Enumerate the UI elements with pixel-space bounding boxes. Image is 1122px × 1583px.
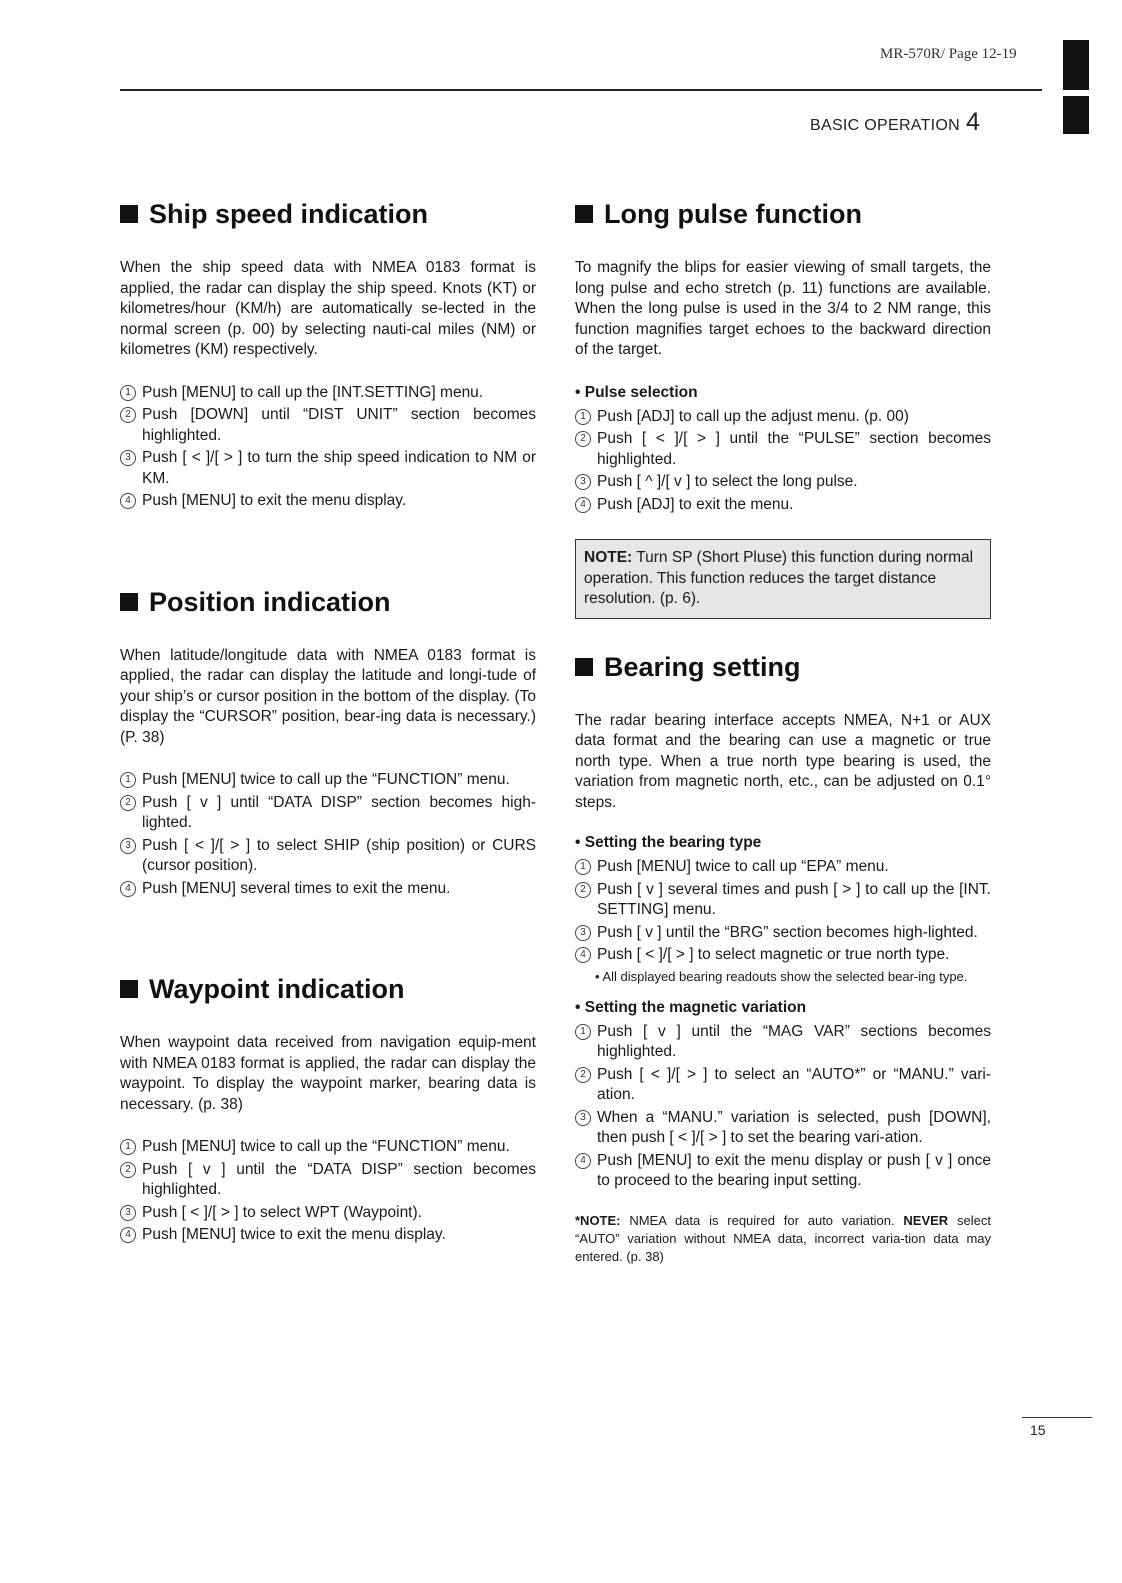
step-text: Push [DOWN] until “DIST UNIT” section becomes highlighted.: [142, 406, 536, 444]
step-item: [575, 495, 991, 516]
section-title: [120, 971, 536, 1007]
page-number: 15: [1030, 1422, 1046, 1438]
square-bullet-icon: [575, 205, 593, 223]
step-number: 4: [120, 1227, 136, 1243]
step-text: Push [ < ]/[ > ] to select WPT (Waypoint).: [142, 1203, 422, 1221]
section-body: When latitude/longitude data with NMEA 0183 format is applied, the radar can display the latitude and longi-tude of your ship’s or cursor position in the bottom of the display. (To display the “CURSOR” position, bear-ing data is necessary.) (P. 38): [120, 646, 536, 746]
footer-rule: [1022, 1417, 1092, 1418]
footnote-rest: select “AUTO” variation without NMEA data, incorrect varia-tion data may entered. (p. 38): [575, 1212, 991, 1264]
chapter-label: BASIC OPERATION: [810, 117, 961, 134]
step-item: [575, 945, 991, 966]
subheading: • Pulse selection: [575, 383, 698, 401]
footnote-never: NEVER: [903, 1212, 949, 1228]
step-item: [575, 857, 991, 878]
step-text: When a “MANU.” variation is selected, push [DOWN], then push [ < ]/[ > ] to set the bearing vari-ation.: [597, 1108, 991, 1146]
step-text: Push [ADJ] to call up the adjust menu. (p. 00): [597, 407, 909, 425]
step-number: 3: [120, 838, 136, 854]
step-item: [120, 491, 536, 512]
section-title: [120, 584, 536, 620]
section-body: When waypoint data received from navigation equip-ment with NMEA 0183 format is applied, the radar can display the waypoint. To display the waypoint marker, bearing data is necessary. (p. 38): [120, 1034, 536, 1113]
step-number: 2: [120, 407, 136, 423]
step-text: Push [ v ] until the “MAG VAR” sections becomes highlighted.: [597, 1022, 991, 1060]
step-text: Push [ ^ ]/[ v ] to select the long pulse.: [597, 473, 858, 490]
section-title: [120, 196, 536, 232]
section-title-text: Ship speed indication: [149, 199, 429, 229]
step-text: Push [ v ] several times and push [ > ] to call up the [INT. SETTING] menu.: [597, 880, 991, 918]
section-body: The radar bearing interface accepts NMEA, N+1 or AUX data format and the bearing can use a magnetic or true north type. When a true north type bearing is used, the variation from magnetic north, etc., can be adjusted on 0.1° steps.: [575, 711, 991, 811]
section-title-text: Position indication: [149, 586, 391, 617]
step-item: [120, 1160, 536, 1201]
step-number: 1: [120, 1139, 136, 1155]
section-body: When the ship speed data with NMEA 0183 format is applied, the radar can display the ship speed. Knots (KT) or kilometres/hour (KM/h) are automatically se-lected in the normal screen (p. 00) by selecting nauti-cal miles (NM) or kilometres (KM) respectively.: [120, 259, 536, 358]
step-list: [575, 857, 991, 966]
step-number: 3: [575, 1110, 591, 1126]
footnote: [575, 1212, 991, 1266]
note-box: [575, 539, 991, 619]
subheading: • Setting the bearing type: [575, 834, 762, 851]
note-text: Turn SP (Short Pluse) this function during normal operation. This function reduces the target distance resolution. (p. 6).: [584, 549, 974, 607]
step-list: [120, 383, 536, 512]
step-text: Push [ < ]/[ > ] until the “PULSE” section becomes highlighted.: [597, 430, 991, 468]
step-item: [575, 1108, 991, 1149]
step-number: 3: [120, 1205, 136, 1221]
step-list: [120, 1137, 536, 1246]
step-list: [575, 1022, 991, 1192]
step-number: 3: [575, 925, 591, 941]
step-item: [575, 923, 991, 944]
step-text: Push [ < ]/[ > ] to select SHIP (ship position) or CURS (cursor position).: [142, 836, 536, 874]
chapter-number: 4: [966, 108, 981, 136]
note-label: NOTE:: [584, 549, 633, 566]
step-text: Push [MENU] twice to call up “EPA” menu.: [597, 858, 889, 875]
step-number: 4: [120, 493, 136, 509]
step-item: [575, 429, 991, 470]
section-body: To magnify the blips for easier viewing of small targets, the long pulse and echo stretch (p. 11) functions are available. When the long pulse is used in the 3/4 to 2 NM range, this function magnifies target echoes to the backward direction of the target.: [575, 259, 991, 358]
step-number: 2: [120, 795, 136, 811]
step-number: 4: [120, 881, 136, 897]
step-item: [575, 880, 991, 921]
left-column: [120, 196, 536, 1248]
step-text: Push [MENU] to call up the [INT.SETTING] menu.: [142, 383, 484, 401]
bullet-note: • All displayed bearing readouts show the selected bear-ing type.: [595, 968, 968, 984]
step-number: 2: [575, 882, 591, 898]
step-item: [120, 879, 536, 900]
step-text: Push [ < ]/[ > ] to select magnetic or true north type.: [597, 946, 950, 963]
section-title: [575, 196, 991, 232]
step-item: [575, 1022, 991, 1063]
bearing-section: [575, 649, 991, 1266]
thumb-tab-marker: [1063, 40, 1089, 90]
square-bullet-icon: [120, 980, 138, 998]
step-text: Push [ < ]/[ > ] to turn the ship speed indication to NM or KM.: [142, 449, 536, 487]
step-text: Push [MENU] twice to call up the “FUNCTION” menu.: [142, 771, 510, 788]
waypoint-section: [120, 971, 536, 1246]
step-number: 4: [575, 1153, 591, 1169]
step-item: [575, 1065, 991, 1106]
step-number: 3: [120, 450, 136, 466]
section-title-text: Waypoint indication: [149, 974, 405, 1004]
step-list: [120, 770, 536, 899]
step-number: 2: [575, 431, 591, 447]
step-item: [575, 407, 991, 428]
step-item: [120, 770, 536, 791]
step-list: [575, 407, 991, 516]
step-number: 4: [575, 497, 591, 513]
step-number: 1: [575, 859, 591, 875]
step-item: [120, 836, 536, 877]
step-text: Push [ v ] until the “BRG” section becomes high-lighted.: [597, 923, 978, 941]
right-column: [575, 196, 991, 1266]
step-number: 4: [575, 947, 591, 963]
step-text: Push [MENU] several times to exit the menu.: [142, 879, 451, 897]
step-number: 2: [120, 1162, 136, 1178]
header-rule: [120, 89, 1042, 91]
step-text: Push [ < ]/[ > ] to select an “AUTO*” or “MANU.” vari-ation.: [597, 1065, 991, 1103]
long-pulse-section: [575, 196, 991, 619]
section-title-text: Long pulse function: [604, 199, 862, 229]
subheading: • Setting the magnetic variation: [575, 998, 807, 1016]
step-text: Push [ v ] until “DATA DISP” section becomes high-lighted.: [142, 793, 536, 831]
step-number: 2: [575, 1067, 591, 1083]
step-item: [120, 405, 536, 446]
step-number: 1: [120, 772, 136, 788]
step-number: 1: [575, 409, 591, 425]
step-text: Push [MENU] to exit the menu display or push [ v ] once to proceed to the bearing input setting.: [597, 1151, 991, 1189]
square-bullet-icon: [120, 593, 138, 611]
step-item: [120, 1137, 536, 1158]
chapter-heading: [810, 108, 980, 137]
step-item: [120, 383, 536, 404]
step-item: [120, 448, 536, 489]
footnote-label: *NOTE:: [575, 1212, 621, 1228]
square-bullet-icon: [575, 658, 593, 676]
document-reference: MR-570R/ Page 12-19: [880, 46, 1017, 62]
step-text: Push [MENU] twice to call up the “FUNCTION” menu.: [142, 1138, 510, 1155]
thumb-tab-marker: [1063, 96, 1089, 134]
section-title-text: Bearing setting: [604, 651, 801, 682]
step-item: [120, 793, 536, 834]
step-item: [575, 472, 991, 493]
step-text: Push [ADJ] to exit the menu.: [597, 495, 794, 513]
step-text: Push [ v ] until the “DATA DISP” section becomes highlighted.: [142, 1160, 536, 1198]
step-item: [120, 1225, 536, 1246]
footnote-text: NMEA data is required for auto variation.: [629, 1212, 895, 1228]
position-section: [120, 584, 536, 900]
square-bullet-icon: [120, 205, 138, 223]
step-item: [120, 1203, 536, 1224]
step-text: Push [MENU] twice to exit the menu display.: [142, 1226, 446, 1243]
step-text: Push [MENU] to exit the menu display.: [142, 492, 407, 509]
step-number: 1: [120, 385, 136, 401]
step-number: 1: [575, 1024, 591, 1040]
ship-speed-section: [120, 196, 536, 512]
section-title: [575, 649, 991, 685]
step-number: 3: [575, 474, 591, 490]
step-item: [575, 1151, 991, 1192]
